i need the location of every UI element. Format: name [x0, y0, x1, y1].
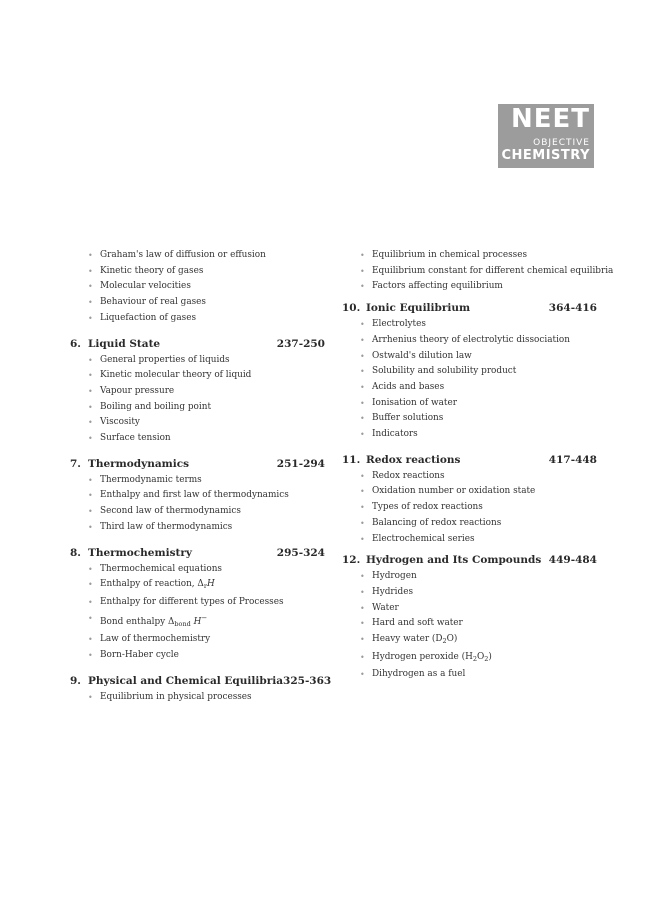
- toc-right-column: [342, 248, 614, 683]
- chapter-title: Liquid State: [88, 337, 161, 350]
- chapter-heading[interactable]: [70, 674, 332, 688]
- neet-logo: [498, 104, 594, 168]
- chapter-heading[interactable]: [342, 301, 597, 315]
- topic-item: • Acids and bases: [342, 380, 597, 396]
- chapter-title: Redox reactions: [366, 453, 461, 466]
- topic-item: • Dihydrogen as a fuel: [342, 667, 597, 683]
- topic-text: Heavy water (D: [372, 634, 443, 645]
- topic-item: • Ionisation of water: [342, 396, 597, 412]
- topic-item: • Born-Haber cycle: [70, 648, 325, 664]
- topic-item: • Electrochemical series: [342, 532, 597, 548]
- chapter-title: Thermodynamics: [88, 457, 190, 470]
- chapter-heading[interactable]: [70, 546, 325, 560]
- chapter-title: Thermochemistry: [88, 546, 192, 559]
- chapter-number: 6.: [70, 337, 81, 350]
- chapter-pages: 237-250: [276, 337, 325, 350]
- topic-item: • Equilibrium constant for different chemical equilibria: [342, 264, 597, 280]
- chapter-12-hydrogen: [342, 553, 597, 683]
- topic-item: • Viscosity: [70, 415, 325, 431]
- subscript: 2: [442, 637, 447, 646]
- topic-item: • Graham's law of diffusion or effusion: [70, 248, 325, 264]
- logo-chemistry-text: CHEMISTRY: [501, 148, 590, 163]
- chapter-title: Physical and Chemical Equilibria: [88, 674, 284, 687]
- topic-item: • Hydrogen: [342, 569, 597, 585]
- chapter-number: 10.: [342, 302, 361, 315]
- superscript: −: [201, 613, 208, 622]
- chapter-8-thermochemistry: [70, 546, 325, 664]
- topic-item: • Surface tension: [70, 431, 325, 447]
- topic-text: Hydrogen peroxide (H: [372, 651, 473, 662]
- chapter-pages: 251-294: [276, 457, 325, 470]
- topic-item: • Arrhenius theory of electrolytic dissociation: [342, 333, 597, 349]
- continued-topic-list: [70, 248, 325, 327]
- logo-objective-text: OBJECTIVE: [533, 138, 590, 148]
- chapter-10-ionic-equilibrium: [342, 301, 597, 443]
- continued-topic-list: [342, 248, 614, 295]
- chapter-number: 7.: [70, 457, 81, 470]
- topic-item: • Third law of thermodynamics: [70, 520, 325, 536]
- chapter-7-thermodynamics: [70, 457, 325, 536]
- chapter-number: 9.: [70, 674, 81, 687]
- topic-item: [70, 577, 325, 595]
- topic-item: • Equilibrium in physical processes: [70, 690, 325, 706]
- topic-item: • Kinetic theory of gases: [70, 264, 325, 280]
- topic-item: • Law of thermochemistry: [70, 632, 325, 648]
- topic-item: • Oxidation number or oxidation state: [342, 484, 597, 500]
- topic-text: Enthalpy of reaction, Δ: [100, 579, 204, 590]
- topic-item: • Thermodynamic terms: [70, 473, 325, 489]
- topic-item: • Vapour pressure: [70, 384, 325, 400]
- topic-item: • Balancing of redox reactions: [342, 516, 597, 532]
- variable: H: [193, 616, 202, 627]
- topic-item: • Second law of thermodynamics: [70, 504, 325, 520]
- logo-neet-text: NEET: [510, 104, 590, 134]
- chapter-pages: 449-484: [548, 554, 597, 567]
- chapter-pages: 417-448: [548, 453, 597, 466]
- topic-item: • Hydrides: [342, 585, 597, 601]
- subscript: r: [203, 582, 207, 591]
- topic-item: • Electrolytes: [342, 317, 597, 333]
- chapter-heading[interactable]: [342, 453, 597, 467]
- topic-item: • Buffer solutions: [342, 411, 597, 427]
- chapter-pages: 295-324: [276, 546, 325, 559]
- topic-item: • General properties of liquids: [70, 353, 325, 369]
- topic-item: • Behaviour of real gases: [70, 295, 325, 311]
- chapter-title: Hydrogen and Its Compounds: [366, 554, 542, 567]
- topic-item: • Factors affecting equilibrium: [342, 279, 597, 295]
- subscript: 2: [472, 654, 477, 663]
- chapter-pages: 325-363: [283, 674, 332, 687]
- topic-item: • Thermochemical equations: [70, 562, 325, 578]
- chapter-heading[interactable]: [342, 553, 597, 567]
- topic-item: • Equilibrium in chemical processes: [342, 248, 597, 264]
- chapter-number: 8.: [70, 546, 81, 559]
- topic-text: Bond enthalpy Δ: [100, 616, 175, 627]
- topic-item: • Ostwald's dilution law: [342, 349, 597, 365]
- topic-text-tail: O): [446, 634, 458, 645]
- chapter-number: 11.: [342, 453, 361, 466]
- topic-text-mid: O: [476, 651, 485, 662]
- chapter-6-liquid-state: [70, 337, 325, 447]
- topic-item: • Solubility and solubility product: [342, 364, 597, 380]
- topic-item: • Hard and soft water: [342, 616, 597, 632]
- topic-item: • Redox reactions: [342, 469, 597, 485]
- topic-item: • Indicators: [342, 427, 597, 443]
- variable: H: [206, 579, 215, 590]
- chapter-title: Ionic Equilibrium: [366, 302, 471, 315]
- topic-item: • Boiling and boiling point: [70, 400, 325, 416]
- chapter-heading[interactable]: [70, 457, 325, 471]
- topic-item: [342, 650, 597, 668]
- topic-item: • Kinetic molecular theory of liquid: [70, 368, 325, 384]
- topic-item: • Molecular velocities: [70, 279, 325, 295]
- topic-item: • Enthalpy for different types of Processes: [70, 595, 325, 611]
- topic-item: • Types of redox reactions: [342, 500, 597, 516]
- chapter-heading[interactable]: [70, 337, 325, 351]
- topic-item: • Enthalpy and first law of thermodynamics: [70, 488, 325, 504]
- topic-item: [342, 632, 597, 650]
- toc-left-column: [70, 248, 332, 705]
- topic-item: • Liquefaction of gases: [70, 311, 325, 327]
- chapter-9-equilibria: [70, 674, 332, 706]
- chapter-pages: 364-416: [548, 302, 597, 315]
- chapter-11-redox-reactions: [342, 453, 597, 548]
- chapter-number: 12.: [342, 554, 361, 567]
- subscript: bond: [174, 619, 191, 628]
- topic-text-tail: ): [488, 651, 492, 662]
- topic-item: [70, 611, 325, 633]
- subscript: 2: [484, 654, 489, 663]
- topic-item: • Water: [342, 601, 597, 617]
